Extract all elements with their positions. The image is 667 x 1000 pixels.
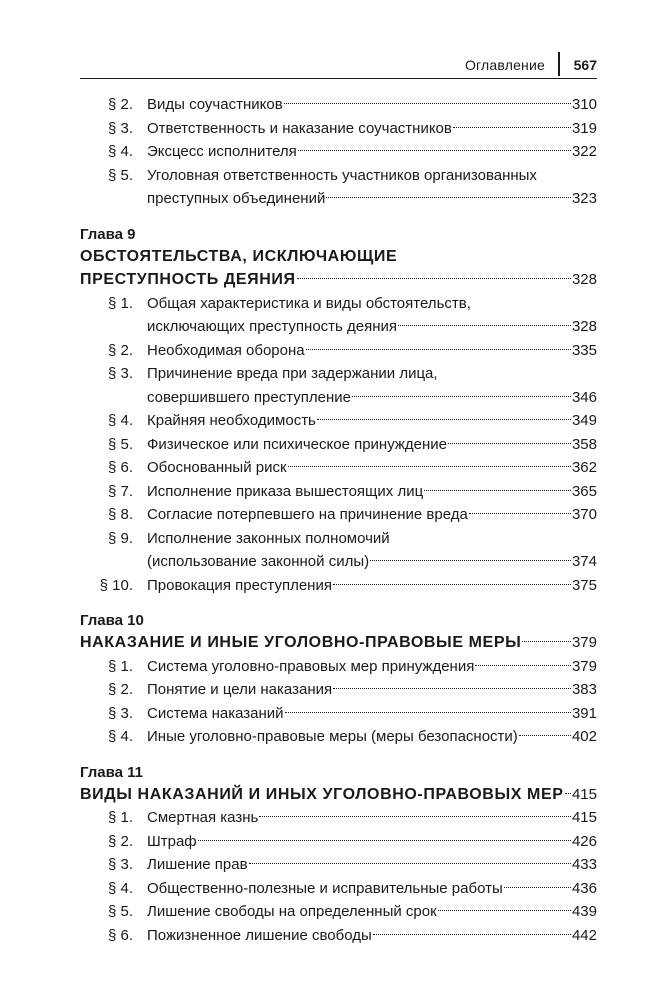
title-line bbox=[147, 806, 597, 830]
dot-leader bbox=[297, 278, 571, 279]
dot-leader bbox=[519, 735, 571, 736]
section-title bbox=[147, 164, 597, 211]
section-number: § 4. bbox=[107, 143, 133, 160]
title-line bbox=[147, 655, 597, 679]
dot-leader bbox=[424, 490, 571, 491]
dot-leader bbox=[317, 419, 571, 420]
dot-leader bbox=[398, 325, 571, 326]
chapter-heading bbox=[80, 224, 597, 292]
dot-leader bbox=[370, 560, 571, 561]
section-number: § 8. bbox=[107, 506, 133, 523]
title-text: Исполнение приказа вышестоящих лиц bbox=[147, 482, 424, 500]
title-text: Лишение прав bbox=[147, 856, 248, 873]
page-number: 370 bbox=[571, 506, 597, 523]
section-title bbox=[147, 853, 597, 877]
section-title bbox=[147, 140, 597, 164]
title-text: Общественно-полезные и исправительные работы bbox=[147, 879, 503, 897]
title-line bbox=[147, 456, 597, 480]
title-line bbox=[147, 315, 597, 339]
toc-entry[interactable] bbox=[80, 480, 597, 504]
chapter-title bbox=[80, 245, 597, 292]
section-title bbox=[147, 830, 597, 854]
page-number: 391 bbox=[571, 704, 597, 722]
section-title bbox=[147, 924, 597, 948]
dot-leader bbox=[453, 127, 571, 128]
section-title bbox=[147, 702, 597, 726]
title-text: Смертная казнь bbox=[147, 809, 259, 826]
title-text: Лишение свободы на определенный срок bbox=[147, 903, 437, 920]
dot-leader bbox=[438, 910, 571, 911]
page-number: 319 bbox=[571, 119, 597, 137]
title-line bbox=[147, 292, 597, 316]
toc-entry[interactable] bbox=[80, 362, 597, 409]
chapter-title bbox=[80, 783, 597, 807]
title-line bbox=[147, 93, 597, 117]
header-rule bbox=[80, 78, 597, 79]
section-title bbox=[147, 678, 597, 702]
title-text: исключающих преступность деяния bbox=[147, 318, 398, 335]
title-line bbox=[147, 362, 597, 386]
page-number: 362 bbox=[571, 459, 597, 476]
page-number: 358 bbox=[571, 435, 597, 453]
title-line bbox=[147, 409, 597, 433]
title-text: НАКАЗАНИЕ И ИНЫЕ УГОЛОВНО-ПРАВОВЫЕ МЕРЫ bbox=[80, 634, 522, 651]
section-number: § 6. bbox=[107, 926, 133, 944]
title-line bbox=[80, 631, 597, 655]
section-number: § 5. bbox=[107, 166, 133, 184]
page-number: 323 bbox=[571, 190, 597, 207]
page-number: 328 bbox=[571, 271, 597, 288]
page-number: 346 bbox=[571, 388, 597, 406]
page-number: 379 bbox=[571, 634, 597, 651]
title-line bbox=[147, 527, 597, 551]
section-number: § 7. bbox=[107, 482, 133, 500]
section-number: § 2. bbox=[107, 681, 133, 698]
toc-entry[interactable] bbox=[80, 702, 597, 726]
dot-leader bbox=[285, 712, 571, 713]
title-text: Согласие потерпевшего на причинение вреда bbox=[147, 506, 468, 523]
title-text: Причинение вреда при задержании лица, bbox=[147, 365, 438, 382]
chapter-heading bbox=[80, 762, 597, 807]
dot-leader bbox=[504, 887, 571, 888]
chapter-heading bbox=[80, 610, 597, 655]
title-text: Уголовная ответственность участников организованных bbox=[147, 166, 537, 184]
section-title bbox=[147, 900, 597, 924]
section-title bbox=[147, 362, 597, 409]
title-line bbox=[80, 268, 597, 292]
section-number: § 2. bbox=[107, 832, 133, 850]
title-line bbox=[147, 503, 597, 527]
page-number: 379 bbox=[571, 657, 597, 675]
title-line bbox=[147, 433, 597, 457]
section-number: § 3. bbox=[107, 704, 133, 722]
section-number: § 4. bbox=[107, 728, 133, 745]
page-number: 322 bbox=[571, 143, 597, 160]
title-line bbox=[147, 140, 597, 164]
section-title bbox=[147, 93, 597, 117]
section-number: § 5. bbox=[107, 435, 133, 453]
header-page-number: 567 bbox=[573, 57, 597, 73]
title-line bbox=[147, 117, 597, 141]
title-text: Система уголовно-правовых мер принуждения bbox=[147, 657, 475, 675]
section-title bbox=[147, 433, 597, 457]
page-number: 335 bbox=[571, 341, 597, 359]
section-number: § 10. bbox=[99, 576, 133, 594]
toc-entry[interactable] bbox=[80, 456, 597, 480]
title-text: Система наказаний bbox=[147, 704, 284, 722]
title-line bbox=[147, 164, 597, 188]
dot-leader bbox=[333, 688, 571, 689]
toc-entry[interactable] bbox=[80, 853, 597, 877]
title-text: ОБСТОЯТЕЛЬСТВА, ИСКЛЮЧАЮЩИЕ bbox=[80, 247, 398, 265]
toc-entry[interactable] bbox=[80, 409, 597, 433]
title-text: Необходимая оборона bbox=[147, 341, 305, 359]
page-number: 415 bbox=[571, 785, 597, 803]
section-title bbox=[147, 806, 597, 830]
chapter-label: Глава 9 bbox=[80, 225, 136, 243]
section-number: § 9. bbox=[107, 529, 133, 547]
page-number: 436 bbox=[571, 879, 597, 897]
toc-entry[interactable] bbox=[80, 830, 597, 854]
toc-entry[interactable] bbox=[80, 725, 597, 749]
title-text: (использование законной силы) bbox=[147, 553, 370, 570]
toc-entry[interactable] bbox=[80, 503, 597, 527]
title-line bbox=[147, 702, 597, 726]
page-number: 349 bbox=[571, 412, 597, 429]
page-number: 415 bbox=[571, 809, 597, 826]
title-text: Виды соучастников bbox=[147, 96, 283, 113]
section-title bbox=[147, 456, 597, 480]
title-text: Физическое или психическое принуждение bbox=[147, 435, 448, 453]
title-text: Провокация преступления bbox=[147, 576, 332, 594]
section-title bbox=[147, 292, 597, 339]
title-line bbox=[147, 830, 597, 854]
title-line bbox=[147, 678, 597, 702]
section-number: § 2. bbox=[107, 341, 133, 359]
dot-leader bbox=[333, 584, 571, 585]
title-text: Понятие и цели наказания bbox=[147, 681, 333, 698]
title-text: Ответственность и наказание соучастников bbox=[147, 119, 452, 137]
toc-entry[interactable] bbox=[80, 655, 597, 679]
dot-leader bbox=[475, 665, 571, 666]
title-line bbox=[147, 853, 597, 877]
dot-leader bbox=[288, 466, 571, 467]
section-number: § 1. bbox=[107, 294, 133, 312]
chapter-title bbox=[80, 631, 597, 655]
title-line bbox=[147, 339, 597, 363]
title-line bbox=[147, 877, 597, 901]
page-number: 439 bbox=[571, 903, 597, 920]
section-number: § 4. bbox=[107, 412, 133, 429]
section-number: § 4. bbox=[107, 879, 133, 897]
dot-leader bbox=[469, 513, 571, 514]
page-number: 426 bbox=[571, 832, 597, 850]
section-title bbox=[147, 574, 597, 598]
title-line bbox=[147, 924, 597, 948]
title-line bbox=[147, 900, 597, 924]
dot-leader bbox=[298, 150, 571, 151]
title-text: Штраф bbox=[147, 832, 197, 850]
title-line bbox=[80, 783, 597, 807]
title-text: преступных объединений bbox=[147, 190, 326, 207]
title-line bbox=[147, 725, 597, 749]
dot-leader bbox=[522, 641, 571, 642]
toc-entry[interactable] bbox=[80, 292, 597, 339]
dot-leader bbox=[448, 443, 571, 444]
header-separator bbox=[558, 52, 560, 76]
dot-leader bbox=[565, 793, 571, 794]
table-of-contents bbox=[80, 93, 597, 947]
section-number: § 2. bbox=[107, 96, 133, 113]
header-title: Оглавление bbox=[464, 57, 545, 73]
dot-leader bbox=[284, 103, 571, 104]
dot-leader bbox=[373, 934, 571, 935]
dot-leader bbox=[306, 349, 571, 350]
running-header bbox=[80, 57, 597, 79]
page-number: 433 bbox=[571, 856, 597, 873]
chapter-label: Глава 10 bbox=[80, 612, 144, 629]
toc-entry[interactable] bbox=[80, 527, 597, 574]
dot-leader bbox=[249, 863, 571, 864]
section-number: § 5. bbox=[107, 903, 133, 920]
toc-entry[interactable] bbox=[80, 924, 597, 948]
title-text: совершившего преступление bbox=[147, 388, 351, 406]
title-line bbox=[147, 550, 597, 574]
page-number: 310 bbox=[571, 96, 597, 113]
dot-leader bbox=[198, 840, 571, 841]
section-number: § 1. bbox=[107, 809, 133, 826]
dot-leader bbox=[259, 816, 571, 817]
page-number: 365 bbox=[571, 482, 597, 500]
section-title bbox=[147, 480, 597, 504]
section-number: § 3. bbox=[107, 365, 133, 382]
section-number: § 3. bbox=[107, 856, 133, 873]
title-text: Исполнение законных полномочий bbox=[147, 529, 390, 547]
page-number: 375 bbox=[571, 576, 597, 594]
section-title bbox=[147, 725, 597, 749]
toc-entry[interactable] bbox=[80, 93, 597, 117]
dot-leader bbox=[352, 396, 571, 397]
title-text: Крайняя необходимость bbox=[147, 412, 316, 429]
toc-entry[interactable] bbox=[80, 806, 597, 830]
page-number: 383 bbox=[571, 681, 597, 698]
toc-entry[interactable] bbox=[80, 140, 597, 164]
toc-entry[interactable] bbox=[80, 574, 597, 598]
section-number: § 3. bbox=[107, 119, 133, 137]
title-line bbox=[147, 187, 597, 211]
title-text: ПРЕСТУПНОСТЬ ДЕЯНИЯ bbox=[80, 271, 296, 288]
title-text: Эксцесс исполнителя bbox=[147, 143, 297, 160]
title-text: Обоснованный риск bbox=[147, 459, 287, 476]
toc-entry[interactable] bbox=[80, 164, 597, 211]
section-title bbox=[147, 503, 597, 527]
dot-leader bbox=[326, 197, 571, 198]
page-number: 328 bbox=[571, 318, 597, 335]
title-text: Пожизненное лишение свободы bbox=[147, 926, 372, 944]
section-title bbox=[147, 655, 597, 679]
page-number: 402 bbox=[571, 728, 597, 745]
toc-entry[interactable] bbox=[80, 339, 597, 363]
chapter-label: Глава 11 bbox=[80, 763, 144, 781]
title-line bbox=[147, 574, 597, 598]
title-line bbox=[147, 386, 597, 410]
section-number: § 1. bbox=[107, 657, 133, 675]
page-number: 442 bbox=[571, 926, 597, 944]
title-text: Общая характеристика и виды обстоятельств, bbox=[147, 294, 471, 312]
toc-entry[interactable] bbox=[80, 433, 597, 457]
toc-entry[interactable] bbox=[80, 678, 597, 702]
section-title bbox=[147, 877, 597, 901]
section-title bbox=[147, 527, 597, 574]
toc-entry[interactable] bbox=[80, 900, 597, 924]
title-line bbox=[147, 480, 597, 504]
section-title bbox=[147, 409, 597, 433]
page-number: 374 bbox=[571, 553, 597, 570]
section-title bbox=[147, 339, 597, 363]
section-title bbox=[147, 117, 597, 141]
toc-entry[interactable] bbox=[80, 877, 597, 901]
title-text: ВИДЫ НАКАЗАНИЙ И ИНЫХ УГОЛОВНО-ПРАВОВЫХ МЕР bbox=[80, 785, 564, 803]
section-number: § 6. bbox=[107, 459, 133, 476]
title-text: Иные уголовно-правовые меры (меры безопасности) bbox=[147, 728, 518, 745]
title-line bbox=[80, 245, 597, 269]
toc-entry[interactable] bbox=[80, 117, 597, 141]
